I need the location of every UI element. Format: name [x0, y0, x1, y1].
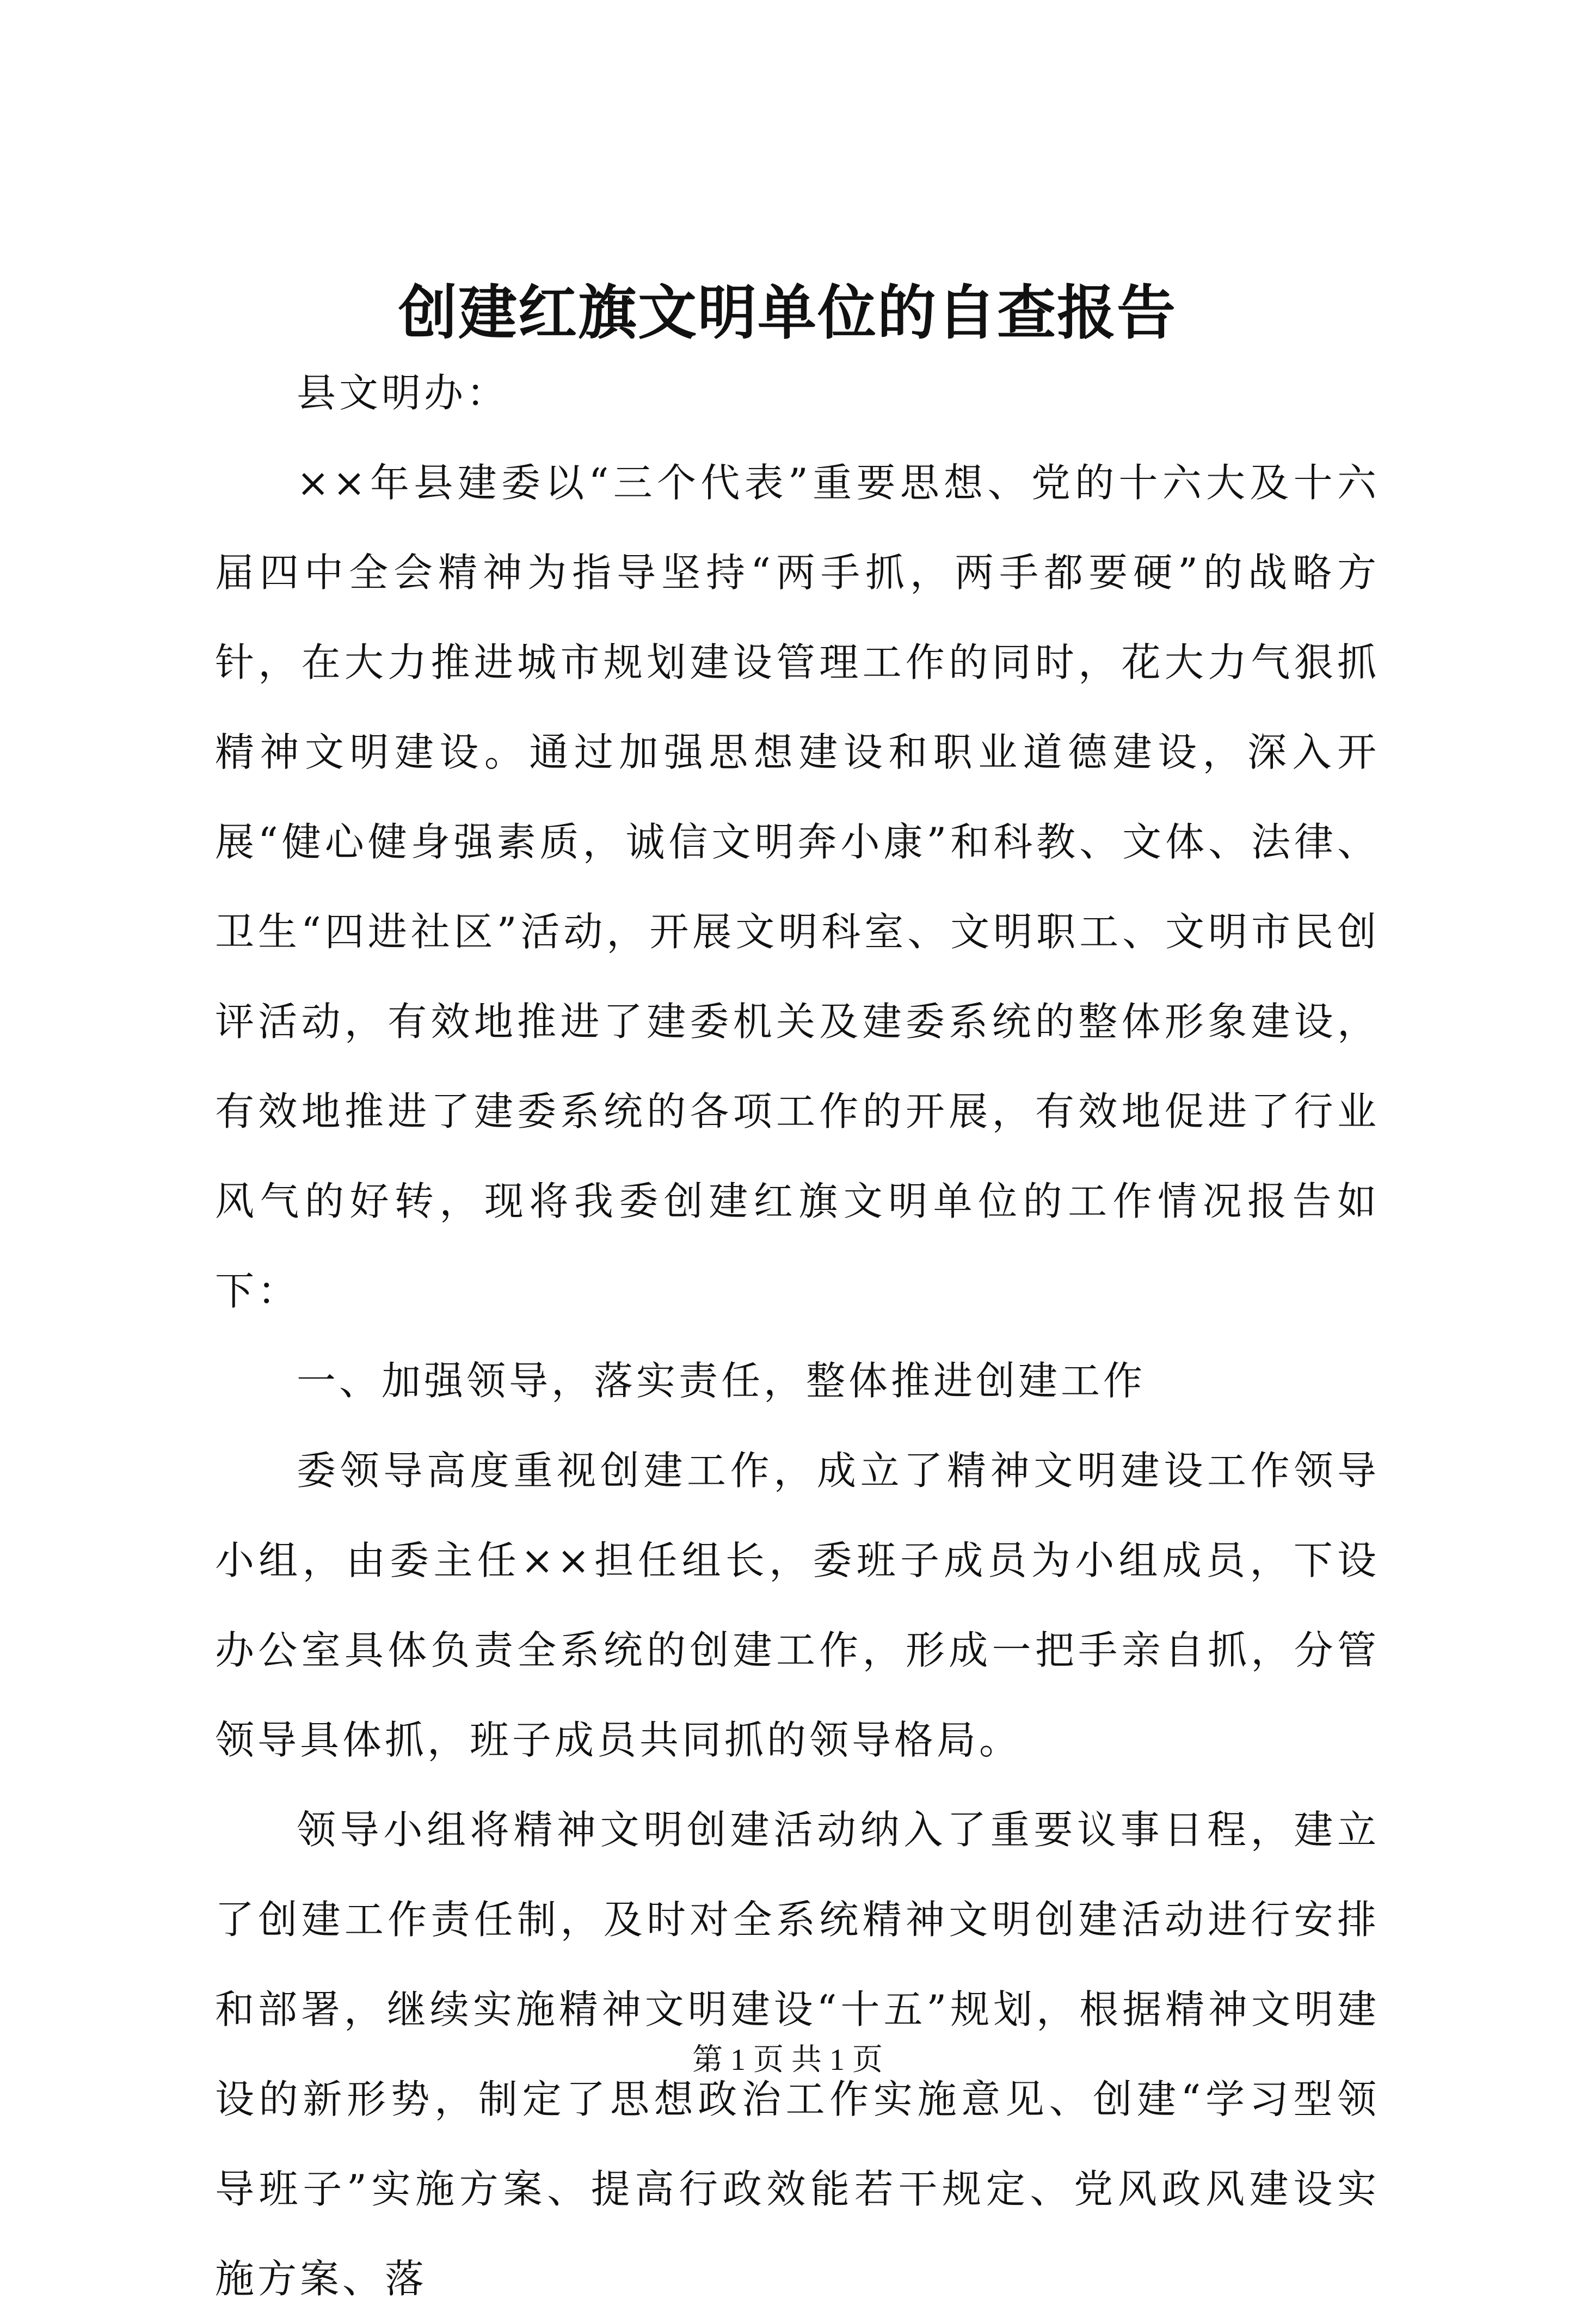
paragraph-intro: ××年县建委以“三个代表”重要思想、党的十六大及十六届四中全会精神为指导坚持“两手抓，两手都要硬”的战略方针，在大力推进城市规划建设管理工作的同时，花大力气狠抓精神文明建设。通过加强思想建设和职业道德建设，深入开展“健心健身强素质，诚信文明奔小康”和科教、文体、法律、卫生“四进社区”活动，开展文明科室、文明职工、文明市民创评活动，有效地推进了建委机关及建委系统的整体形象建设，有效地推进了建委系统的各项工作的开展，有效地促进了行业风气的好转，现将我委创建红旗文明单位的工作情况报告如下： [215, 460, 1380, 1314]
document-body [215, 348, 1380, 2324]
section-heading: 一、加强领导，落实责任，整体推进创建工作 [297, 1358, 1146, 1404]
salutation: 县文明办： [297, 370, 509, 416]
paragraph-planning: 领导小组将精神文明创建活动纳入了重要议事日程，建立了创建工作责任制，及时对全系统精神文明创建活动进行安排和部署，继续实施精神文明建设“十五”规划，根据精神文明建设的新形势，制定了思想政治工作实施意见、创建“学习型领导班子”实施方案、提高行政效能若干规定、党风政风建设实施方案、落 [215, 1807, 1380, 2302]
paragraph-leadership: 委领导高度重视创建工作，成立了精神文明建设工作领导小组，由委主任××担任组长，委班子成员为小组成员，下设办公室具体负责全系统的创建工作，形成一把手亲自抓，分管领导具体抓，班子成员共同抓的领导格局。 [215, 1448, 1380, 1763]
document-title: 创建红旗文明单位的自查报告 [398, 279, 1177, 347]
page-footer: 第 1 页 共 1 页 [692, 2043, 883, 2077]
